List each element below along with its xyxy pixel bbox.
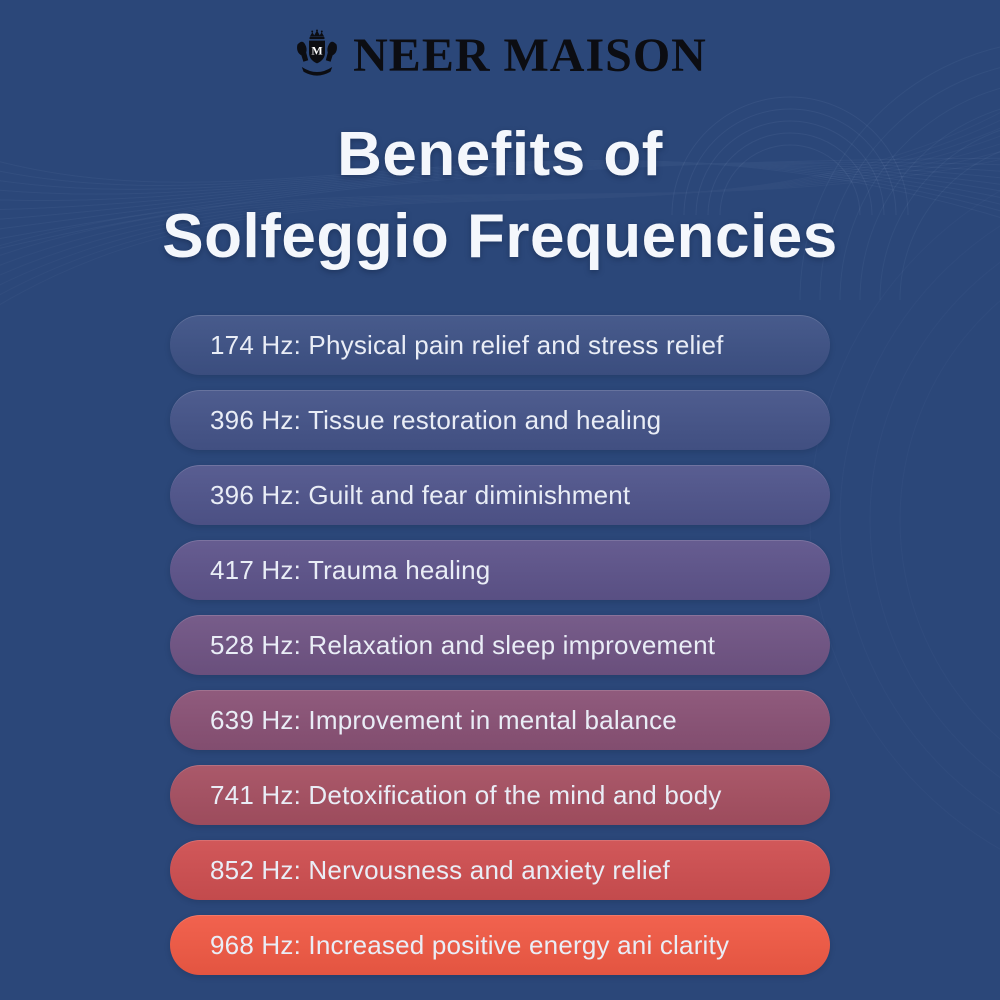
title-line-1: Benefits of (337, 120, 663, 189)
benefit-row-968hz: 968 Hz: Increased positive energy ani clarity (170, 915, 830, 975)
brand-name: NEER MAISON (353, 28, 707, 82)
title-line-2: Solfeggio Frequencies (162, 202, 838, 271)
benefit-row-396hz-guilt: 396 Hz: Guilt and fear diminishment (170, 465, 830, 525)
benefit-row-417hz: 417 Hz: Trauma healing (170, 540, 830, 600)
benefit-row-639hz: 639 Hz: Improvement in mental balance (170, 690, 830, 750)
poster-title (0, 114, 1000, 278)
brand-header (0, 24, 1000, 86)
benefit-list (170, 315, 830, 975)
svg-text:M: M (311, 43, 323, 58)
benefit-row-741hz: 741 Hz: Detoxification of the mind and body (170, 765, 830, 825)
benefit-row-174hz: 174 Hz: Physical pain relief and stress relief (170, 315, 830, 375)
benefit-row-528hz: 528 Hz: Relaxation and sleep improvement (170, 615, 830, 675)
benefit-row-396hz-tissue: 396 Hz: Tissue restoration and healing (170, 390, 830, 450)
brand-crest-icon (293, 28, 341, 82)
benefit-row-852hz: 852 Hz: Nervousness and anxiety relief (170, 840, 830, 900)
